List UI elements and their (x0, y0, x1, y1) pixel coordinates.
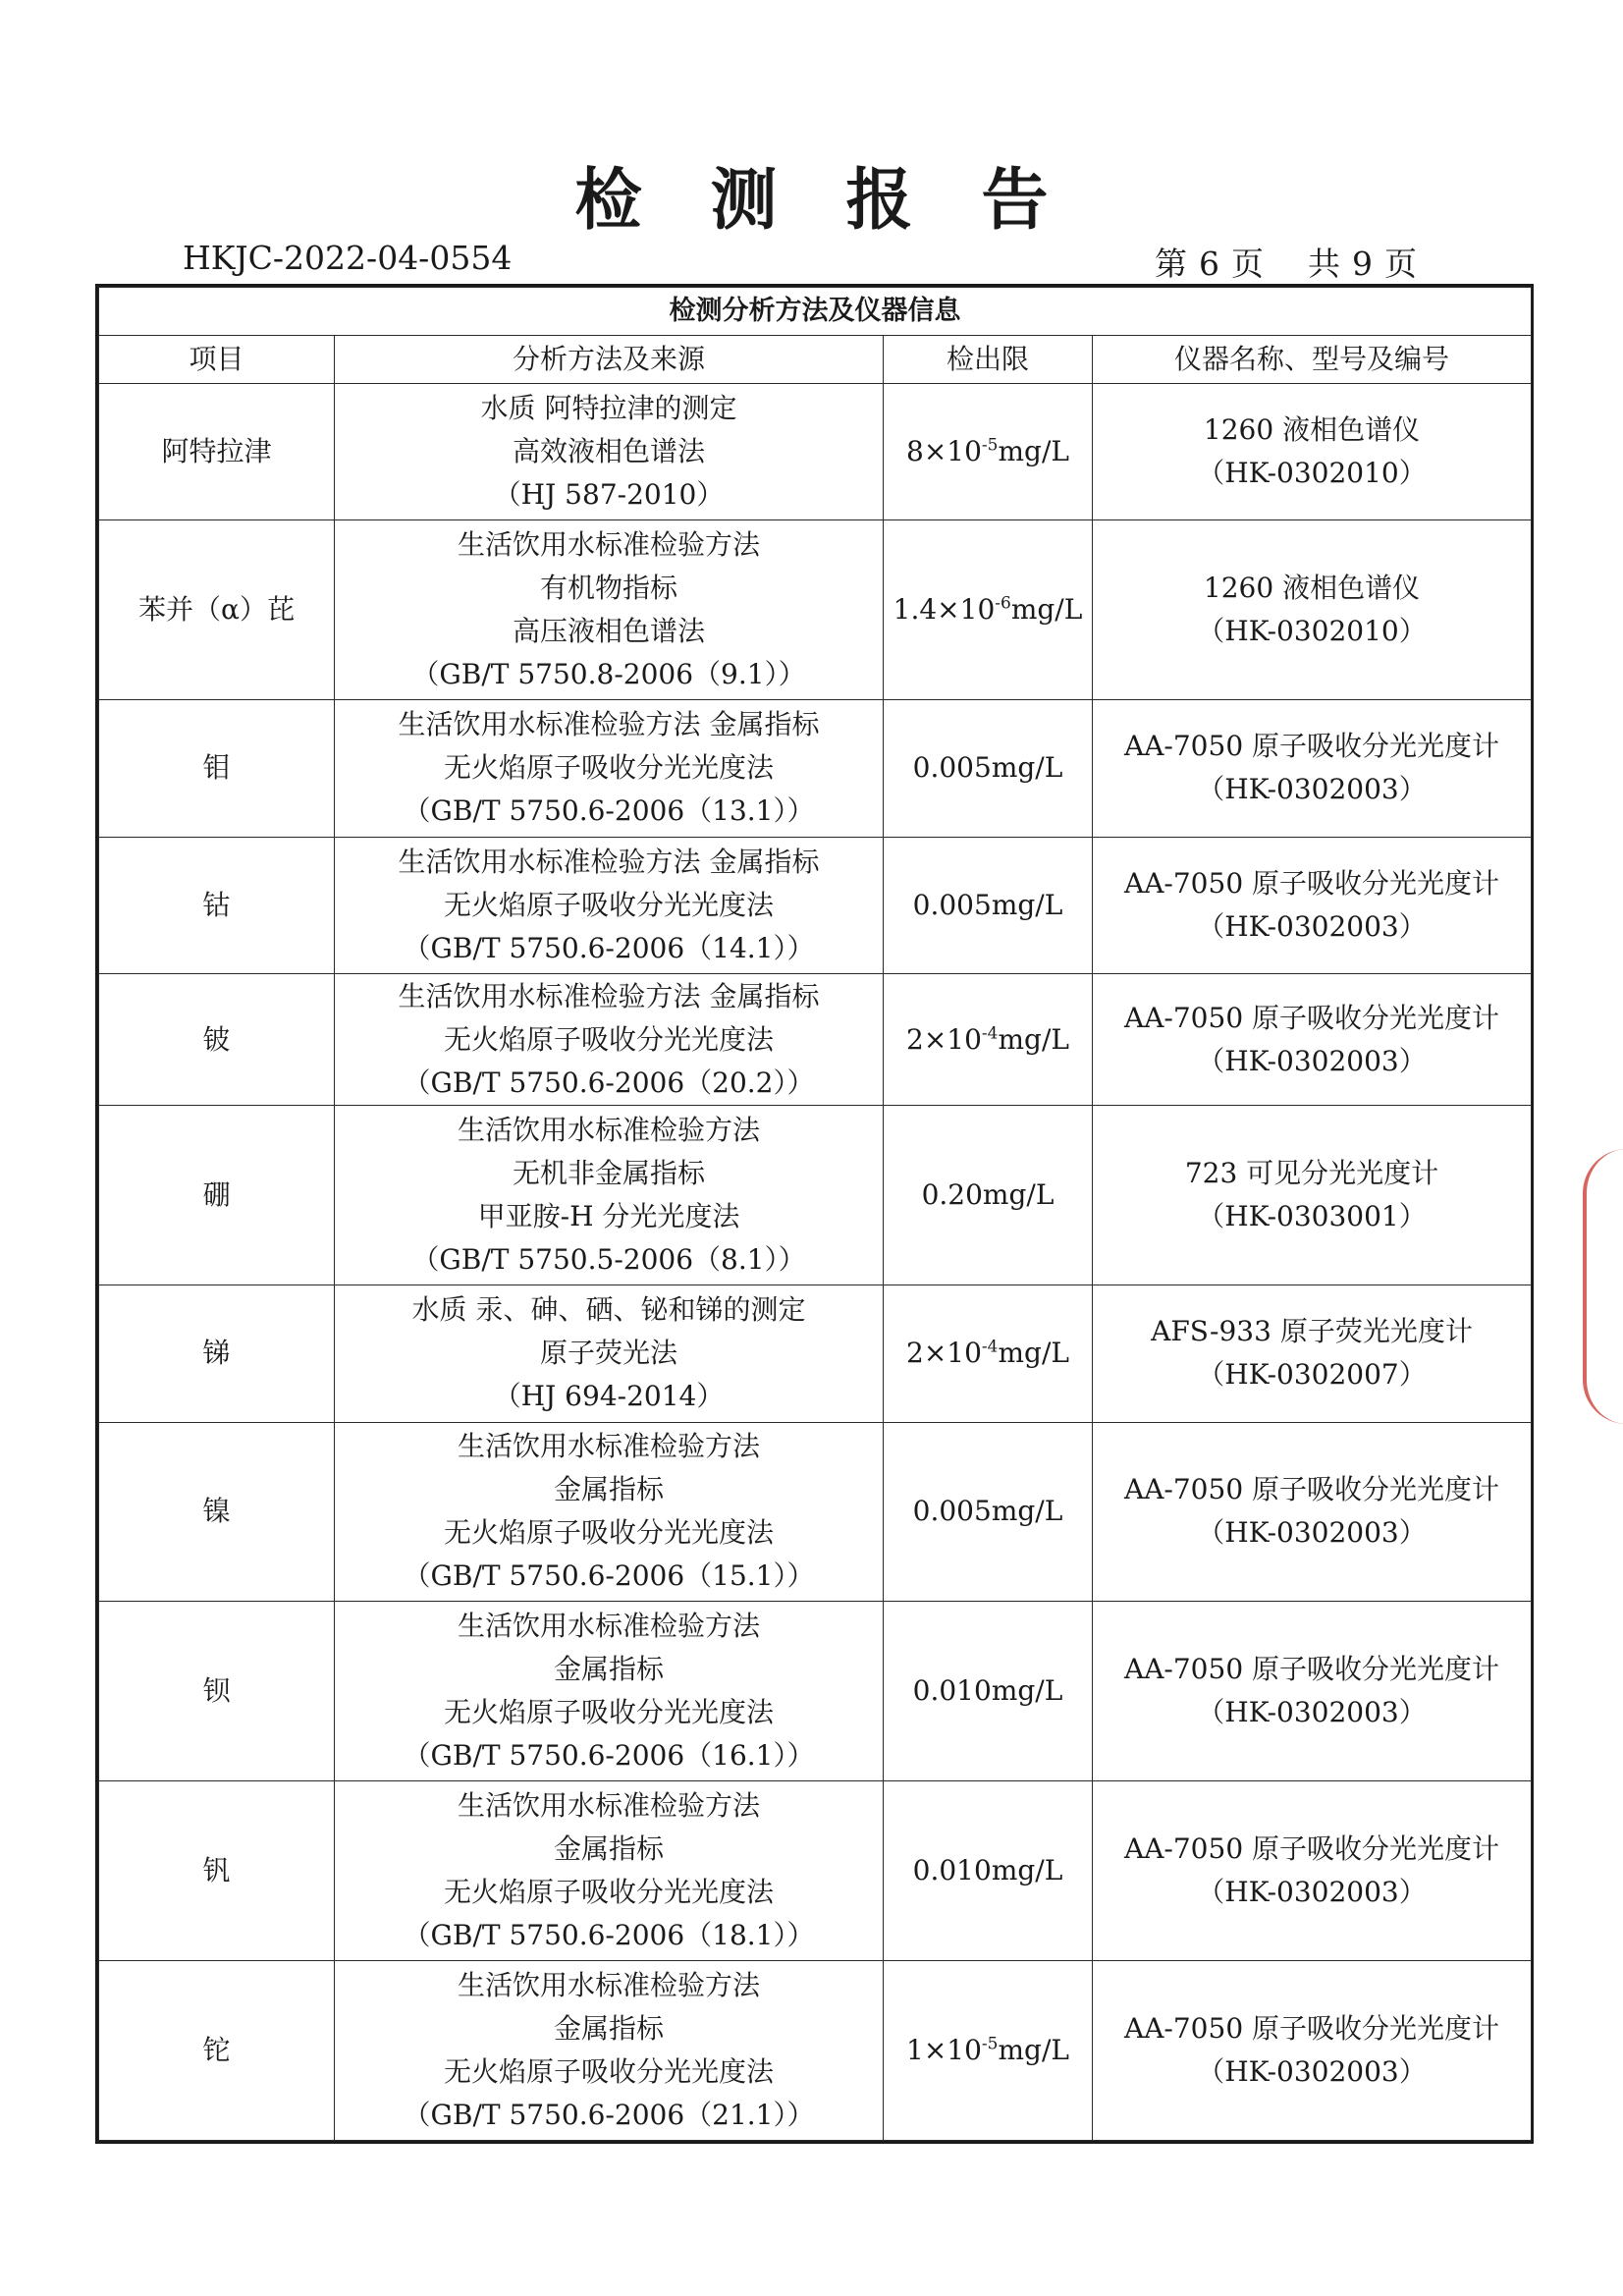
detection-limit-cell (884, 1602, 1093, 1781)
page-prefix: 第 (1155, 245, 1187, 283)
method-line: 无机非金属指标 (512, 1157, 705, 1190)
instrument-cell (1093, 974, 1532, 1106)
instrument-cell (1093, 837, 1532, 973)
method-line: 生活饮用水标准检验方法 金属指标 (398, 979, 820, 1012)
limit-unit: mg/L (1010, 593, 1083, 627)
method-line: 无火焰原子吸收分光光度法 (443, 751, 774, 785)
method-line: 生活饮用水标准检验方法 金属指标 (398, 845, 820, 878)
instrument-name: AA-7050 原子吸收分光光度计 (1123, 1832, 1500, 1866)
instrument-number: （HK-0302003） (1197, 2055, 1427, 2089)
instrument-cell (1093, 1422, 1532, 1602)
instrument-number: （HK-0303001） (1197, 1200, 1427, 1233)
table-row (99, 384, 1532, 520)
method-line: 无火焰原子吸收分光光度法 (443, 888, 774, 921)
method-line: （GB/T 5750.6-2006（21.1）） (403, 2099, 815, 2132)
methods-table-container (95, 284, 1534, 2144)
item-name-cell: 铍 (99, 974, 335, 1106)
method-line: （GB/T 5750.6-2006（14.1）） (403, 931, 815, 964)
table-row (99, 1285, 1532, 1422)
limit-base: 2×10 (906, 1022, 982, 1056)
item-name-cell: 镍 (99, 1422, 335, 1602)
method-line: （GB/T 5750.6-2006（13.1）） (403, 794, 815, 828)
limit-base: 0.005mg/L (912, 1495, 1063, 1528)
method-line: 原子荧光法 (539, 1337, 677, 1370)
instrument-name: AA-7050 原子吸收分光光度计 (1123, 866, 1500, 900)
limit-base: 8×10 (906, 435, 982, 468)
instrument-cell (1093, 1602, 1532, 1781)
method-line: 无火焰原子吸收分光光度法 (443, 1696, 774, 1729)
method-line: 水质 汞、砷、硒、铋和锑的测定 (411, 1293, 806, 1327)
method-line: 水质 阿特拉津的测定 (480, 392, 737, 425)
method-cell (335, 974, 884, 1106)
method-cell (335, 1285, 884, 1422)
method-line: 无火焰原子吸收分光光度法 (443, 1022, 774, 1056)
item-name-cell: 硼 (99, 1106, 335, 1285)
report-number: HKJC-2022-04-0554 (183, 239, 513, 277)
table-row (99, 700, 1532, 837)
limit-base: 0.005mg/L (912, 888, 1063, 921)
report-title: 检测报告 (574, 162, 1117, 240)
table-row (99, 520, 1532, 700)
item-name-cell: 钡 (99, 1602, 335, 1781)
instrument-name: AFS-933 原子荧光光度计 (1151, 1315, 1473, 1348)
instrument-name: AA-7050 原子吸收分光光度计 (1123, 1001, 1500, 1034)
method-line: 生活饮用水标准检验方法 (457, 1789, 760, 1823)
total-prefix: 共 (1307, 245, 1340, 283)
method-line: （GB/T 5750.6-2006（15.1）） (403, 1559, 815, 1593)
method-line: 金属指标 (553, 1473, 664, 1506)
detection-limit-cell (884, 1422, 1093, 1602)
method-line: （GB/T 5750.6-2006（18.1）） (403, 1919, 815, 1952)
red-seal-mark (1583, 1149, 1623, 1424)
instrument-cell (1093, 1106, 1532, 1285)
instrument-number: （HK-0302003） (1197, 909, 1427, 943)
detection-limit-cell (884, 974, 1093, 1106)
instrument-cell (1093, 384, 1532, 520)
table-row (99, 837, 1532, 973)
table-header-row (99, 336, 1532, 384)
page-indicator (1149, 239, 1423, 285)
column-header: 项目 (99, 336, 335, 384)
method-line: 生活饮用水标准检验方法 金属指标 (398, 708, 820, 741)
instrument-number: （HK-0302003） (1197, 1876, 1427, 1909)
method-line: 金属指标 (553, 1653, 664, 1686)
instrument-number: （HK-0302003） (1197, 1044, 1427, 1077)
method-line: 有机物指标 (539, 572, 677, 605)
limit-base: 2×10 (906, 1337, 982, 1370)
item-name-cell: 苯并（α）芘 (99, 520, 335, 700)
item-name-cell: 铊 (99, 1961, 335, 2141)
instrument-name: AA-7050 原子吸收分光光度计 (1123, 2012, 1500, 2046)
method-line: （GB/T 5750.6-2006（16.1）） (403, 1739, 815, 1773)
detection-limit-cell (884, 1285, 1093, 1422)
item-name-cell: 钴 (99, 837, 335, 973)
limit-base: 1.4×10 (893, 593, 996, 627)
method-line: 无火焰原子吸收分光光度法 (443, 2055, 774, 2089)
instrument-name: 1260 液相色谱仪 (1203, 413, 1421, 447)
detection-limit-cell (884, 384, 1093, 520)
column-header: 仪器名称、型号及编号 (1093, 336, 1532, 384)
item-name-cell: 阿特拉津 (99, 384, 335, 520)
item-name-cell: 钼 (99, 700, 335, 837)
instrument-name: AA-7050 原子吸收分光光度计 (1123, 1653, 1500, 1686)
instrument-number: （HK-0302003） (1197, 1516, 1427, 1550)
instrument-number: （HK-0302007） (1197, 1358, 1427, 1392)
item-name-cell: 锑 (99, 1285, 335, 1422)
detection-limit-cell (884, 700, 1093, 837)
method-line: 生活饮用水标准检验方法 (457, 1969, 760, 2002)
instrument-number: （HK-0302010） (1197, 457, 1427, 490)
method-cell (335, 1422, 884, 1602)
table-row (99, 1602, 1532, 1781)
table-row (99, 1422, 1532, 1602)
column-header: 分析方法及来源 (335, 336, 884, 384)
method-cell (335, 1106, 884, 1285)
detection-limit-cell (884, 1781, 1093, 1961)
method-line: 生活饮用水标准检验方法 (457, 1430, 760, 1463)
limit-base: 0.010mg/L (912, 1674, 1063, 1708)
method-cell (335, 384, 884, 520)
method-cell (335, 837, 884, 973)
limit-base: 0.005mg/L (912, 751, 1063, 785)
instrument-cell (1093, 700, 1532, 837)
method-line: 甲亚胺-H 分光光度法 (477, 1200, 740, 1233)
limit-unit: mg/L (998, 2034, 1069, 2067)
page-unit: 页 (1231, 245, 1264, 283)
total-unit: 页 (1383, 245, 1417, 283)
table-caption: 检测分析方法及仪器信息 (99, 288, 1532, 336)
detection-limit-cell (884, 837, 1093, 973)
limit-unit: mg/L (998, 1337, 1069, 1370)
instrument-cell (1093, 1285, 1532, 1422)
instrument-name: 1260 液相色谱仪 (1203, 572, 1421, 605)
method-cell (335, 520, 884, 700)
method-line: （HJ 587-2010） (493, 478, 725, 512)
limit-exponent: -5 (981, 435, 999, 456)
limit-base: 1×10 (906, 2034, 982, 2067)
table-row (99, 1961, 1532, 2141)
limit-exponent: -5 (981, 2034, 999, 2054)
page-current: 6 (1199, 245, 1219, 283)
item-name-cell: 钒 (99, 1781, 335, 1961)
detection-limit-cell (884, 1106, 1093, 1285)
method-cell (335, 1781, 884, 1961)
method-cell (335, 1602, 884, 1781)
table-row (99, 1106, 1532, 1285)
detection-limit-cell (884, 520, 1093, 700)
method-line: 生活饮用水标准检验方法 (457, 1114, 760, 1147)
method-line: 金属指标 (553, 1832, 664, 1866)
method-line: 生活饮用水标准检验方法 (457, 528, 760, 562)
limit-unit: mg/L (998, 1022, 1069, 1056)
method-line: 生活饮用水标准检验方法 (457, 1610, 760, 1643)
column-header: 检出限 (884, 336, 1093, 384)
method-line: 无火焰原子吸收分光光度法 (443, 1516, 774, 1550)
limit-base: 0.010mg/L (912, 1854, 1063, 1887)
method-line: 高效液相色谱法 (512, 435, 705, 468)
limit-exponent: -4 (981, 1338, 999, 1358)
instrument-number: （HK-0302003） (1197, 773, 1427, 806)
instrument-number: （HK-0302003） (1197, 1696, 1427, 1729)
limit-exponent: -6 (995, 593, 1011, 614)
method-cell (335, 700, 884, 837)
table-row (99, 974, 1532, 1106)
page-total: 9 (1351, 245, 1373, 283)
limit-unit: mg/L (998, 435, 1069, 468)
limit-base: 0.20mg/L (921, 1178, 1055, 1212)
methods-table (98, 287, 1532, 2141)
method-line: 金属指标 (553, 2012, 664, 2046)
detection-limit-cell (884, 1961, 1093, 2141)
method-cell (335, 1961, 884, 2141)
table-row (99, 1781, 1532, 1961)
instrument-name: 723 可见分光光度计 (1184, 1157, 1439, 1190)
instrument-number: （HK-0302010） (1197, 615, 1427, 648)
method-line: 无火焰原子吸收分光光度法 (443, 1876, 774, 1909)
method-line: （GB/T 5750.5-2006（8.1）） (411, 1243, 806, 1277)
instrument-cell (1093, 1781, 1532, 1961)
method-line: （GB/T 5750.6-2006（20.2）） (403, 1066, 815, 1099)
method-line: （HJ 694-2014） (493, 1380, 725, 1413)
instrument-name: AA-7050 原子吸收分光光度计 (1123, 1473, 1500, 1506)
method-line: （GB/T 5750.8-2006（9.1）） (411, 658, 806, 691)
method-line: 高压液相色谱法 (512, 615, 705, 648)
instrument-cell (1093, 1961, 1532, 2141)
instrument-name: AA-7050 原子吸收分光光度计 (1123, 730, 1500, 763)
instrument-cell (1093, 520, 1532, 700)
limit-exponent: -4 (981, 1023, 999, 1044)
